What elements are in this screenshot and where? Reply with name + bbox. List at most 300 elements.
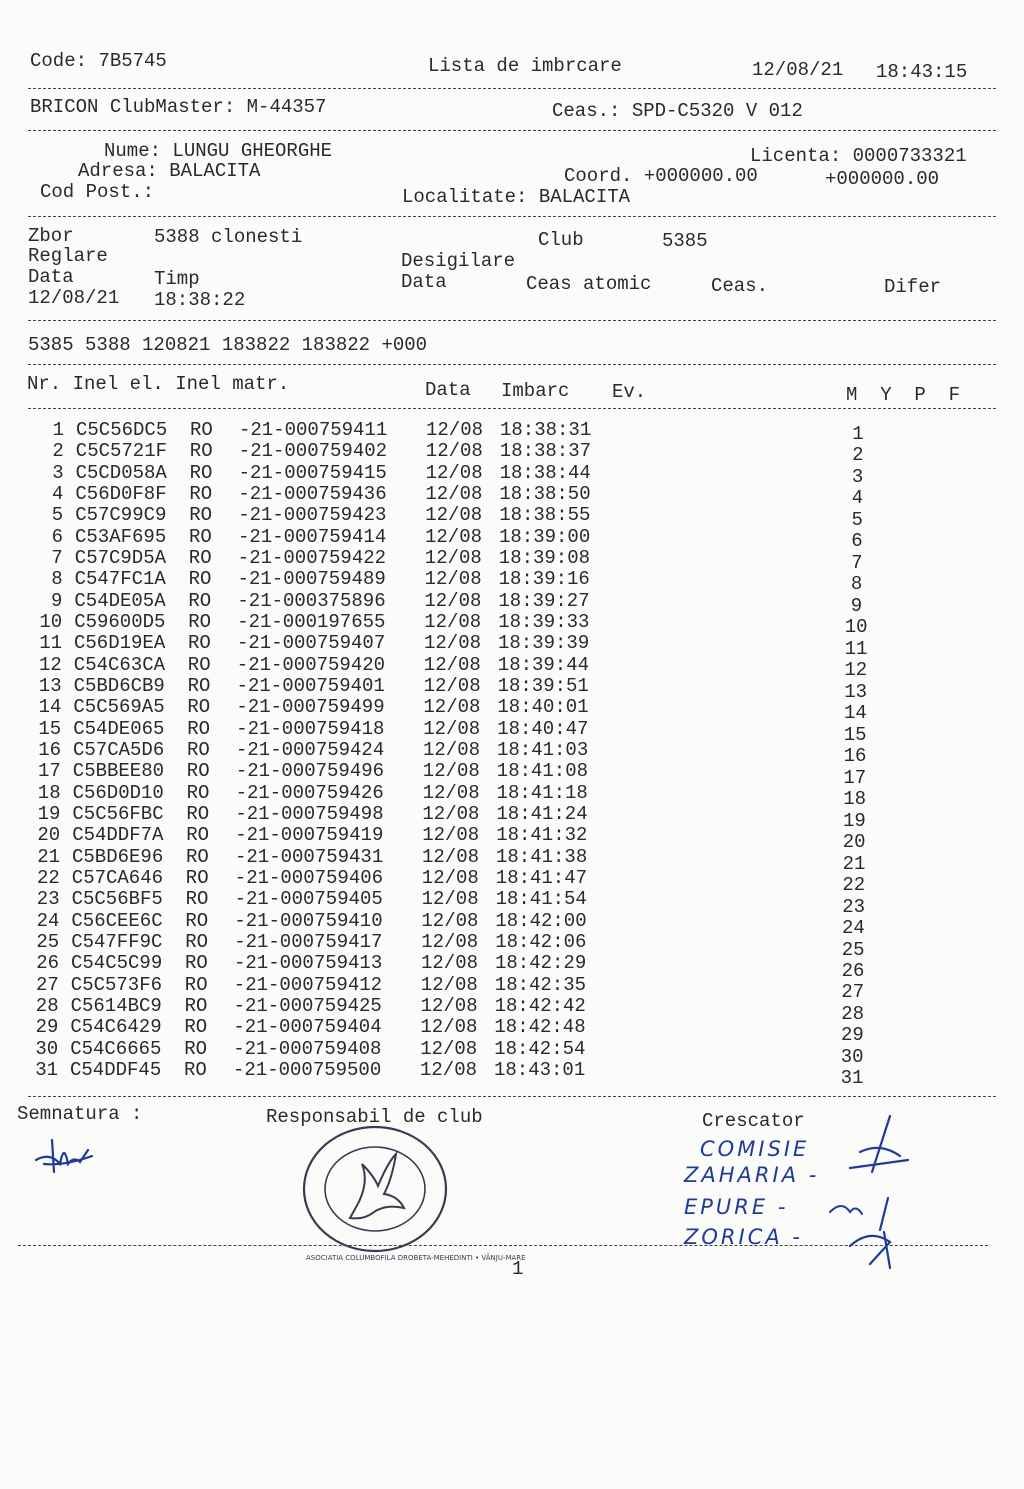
header-imbarc: Imbarc (501, 380, 570, 402)
ring-country: RO (185, 866, 209, 889)
club-stamp-icon (300, 1124, 450, 1254)
arrival-date: 12/08 (422, 781, 480, 804)
row-number: 4 (52, 482, 64, 505)
arrival-time: 18:42:42 (494, 994, 586, 1017)
table-row (0, 738, 1024, 768)
ring-matricol: -21-000759408 (233, 1037, 382, 1060)
ring-matricol: -21-000759498 (235, 802, 384, 825)
ring-country: RO (187, 717, 210, 740)
row-number: 14 (38, 696, 62, 719)
position-m: 26 (841, 960, 865, 982)
position-m: 27 (841, 981, 865, 1004)
ring-electronic: C547FF9C (71, 930, 163, 953)
ring-country: RO (186, 781, 210, 804)
position-m: 25 (841, 938, 865, 961)
ring-matricol: -21-000759424 (236, 738, 385, 761)
arrival-date: 12/08 (420, 1016, 478, 1039)
table-row (0, 440, 1024, 467)
header-ev: Ev. (612, 381, 647, 403)
ring-country: RO (187, 738, 210, 761)
arrival-time: 18:43:01 (494, 1058, 586, 1081)
row-number: 6 (51, 525, 63, 548)
ring-country: RO (188, 546, 212, 569)
table-row (0, 888, 1024, 918)
ring-country: RO (186, 845, 209, 868)
divider (28, 320, 996, 321)
ring-matricol: -21-000759412 (233, 973, 383, 996)
divider (28, 130, 996, 131)
table-row (0, 461, 1024, 488)
ring-country: RO (186, 824, 209, 847)
position-m: 16 (843, 745, 867, 768)
reglare-label: Reglare (28, 245, 108, 267)
print-time: 18:43:15 (876, 61, 968, 83)
position-m: 20 (842, 831, 866, 854)
coord: Coord. +000000.00 (564, 165, 758, 187)
position-m: 19 (842, 809, 866, 832)
ring-electronic: C547FC1A (74, 568, 166, 591)
row-number: 9 (51, 589, 63, 612)
desigilare-label: Desigilare (401, 250, 516, 272)
table-row (0, 589, 1024, 617)
page-number: 1 (512, 1258, 524, 1280)
row-number: 18 (37, 781, 61, 804)
ring-electronic: C57C99C9 (75, 504, 167, 527)
arrival-time: 18:39:00 (499, 525, 591, 548)
ring-matricol: -21-000759401 (236, 674, 385, 697)
ring-matricol: -21-000375896 (237, 589, 386, 612)
ring-country: RO (187, 696, 211, 719)
ring-electronic: C5C573F6 (70, 973, 163, 996)
ring-electronic: C54DDF7A (72, 824, 164, 847)
arrival-date: 12/08 (420, 994, 478, 1017)
position-m: 31 (840, 1067, 864, 1090)
row-number: 26 (36, 952, 59, 975)
table-row (0, 717, 1024, 746)
ring-country: RO (188, 610, 211, 633)
arrival-date: 12/08 (422, 802, 480, 825)
table-row (0, 994, 1024, 1025)
ring-matricol: -21-000759426 (235, 781, 384, 804)
table-row (0, 824, 1024, 854)
crescator-name-4: ZORICA - (684, 1225, 803, 1249)
ring-country: RO (188, 632, 211, 655)
ring-matricol: -21-000759425 (233, 994, 382, 1017)
ring-matricol: -21-000759418 (236, 717, 385, 740)
ring-electronic: C56D0F8F (75, 482, 167, 505)
position-m: 18 (843, 788, 866, 811)
position-m: 3 (851, 465, 864, 488)
ring-country: RO (189, 461, 213, 484)
ring-country: RO (185, 930, 208, 953)
ring-matricol: -21-000759413 (234, 952, 383, 975)
arrival-time: 18:40:01 (497, 696, 589, 719)
ring-electronic: C5C56DC5 (76, 419, 168, 441)
header-mypf: M Y P F (846, 384, 961, 406)
table-row (0, 653, 1024, 682)
arrival-time: 18:38:44 (499, 461, 591, 484)
ring-country: RO (185, 909, 209, 932)
row-number: 16 (38, 738, 61, 761)
ring-electronic: C54C6429 (70, 1016, 162, 1039)
divider (28, 1096, 996, 1097)
ring-country: RO (187, 653, 211, 676)
arrival-time: 18:40:47 (497, 717, 589, 740)
data2-label: Data (401, 271, 447, 293)
divider (28, 88, 996, 89)
ring-country: RO (189, 504, 212, 527)
row-number: 27 (36, 973, 59, 996)
arrival-time: 18:41:47 (495, 866, 588, 889)
divider (28, 216, 996, 217)
ring-electronic: C54C6665 (70, 1037, 162, 1060)
row-number: 3 (52, 461, 64, 484)
club-value: 5385 (662, 230, 708, 252)
ceas: Ceas.: SPD-C5320 V 012 (552, 100, 803, 122)
arrival-date: 12/08 (421, 866, 479, 889)
arrival-date: 12/08 (423, 696, 481, 719)
position-m: 11 (844, 637, 868, 660)
table-row (0, 568, 1024, 596)
ring-electronic: C57CA5D6 (73, 738, 165, 761)
ring-matricol: -21-000759411 (239, 419, 388, 441)
arrival-time: 18:39:33 (498, 610, 590, 633)
ring-matricol: -21-000759417 (234, 930, 383, 953)
arrival-date: 12/08 (423, 738, 481, 761)
arrival-time: 18:42:00 (495, 909, 587, 932)
table-row (0, 1037, 1024, 1068)
zbor-value: 5388 clonesti (154, 226, 303, 248)
ring-electronic: C54C5C99 (71, 952, 163, 975)
ring-matricol: -21-000759415 (238, 461, 387, 484)
position-m: 9 (850, 594, 863, 617)
arrival-date: 12/08 (424, 589, 482, 612)
ring-electronic: C5C569A5 (73, 696, 165, 719)
arrival-time: 18:42:06 (495, 930, 587, 953)
divider (18, 1245, 988, 1246)
table-row (0, 760, 1024, 789)
arrival-date: 12/08 (421, 909, 479, 932)
table-row (0, 419, 1024, 445)
arrival-date: 12/08 (423, 674, 481, 697)
ring-country: RO (189, 440, 213, 463)
position-m: 12 (844, 659, 868, 682)
coord2: +000000.00 (825, 168, 940, 190)
arrival-time: 18:39:51 (497, 674, 589, 697)
table-row (0, 781, 1024, 811)
arrival-date: 12/08 (420, 1058, 478, 1081)
ring-electronic: C54DE065 (73, 717, 165, 740)
data-label: Data (28, 266, 74, 288)
ring-matricol: -21-000759436 (238, 482, 387, 505)
position-m: 4 (851, 487, 864, 510)
ring-country: RO (186, 802, 210, 825)
ring-matricol: -21-000759402 (238, 440, 388, 463)
crescator-name-2: ZAHARIA - (684, 1163, 820, 1187)
ring-electronic: C53AF695 (75, 525, 167, 548)
table-row (0, 610, 1024, 639)
arrival-date: 12/08 (422, 824, 480, 847)
arrival-date: 12/08 (420, 973, 478, 996)
ring-country: RO (184, 1016, 208, 1039)
row-number: 19 (37, 802, 61, 825)
ring-country: RO (188, 568, 212, 591)
ring-matricol: -21-000759500 (233, 1058, 382, 1081)
row-number: 21 (37, 845, 60, 868)
position-m: 30 (840, 1045, 864, 1068)
ring-electronic: C5BD6E96 (72, 845, 164, 868)
table-row (0, 525, 1024, 553)
arrival-time: 18:41:08 (496, 760, 589, 783)
ring-matricol: -21-000759419 (235, 824, 384, 847)
table-row (0, 952, 1024, 982)
arrival-date: 12/08 (425, 525, 483, 548)
table-row (0, 973, 1024, 1004)
position-m: 13 (844, 680, 867, 703)
ring-country: RO (184, 994, 208, 1017)
arrival-date: 12/08 (426, 419, 484, 441)
divider (28, 408, 996, 409)
row-number: 8 (51, 568, 63, 591)
ring-electronic: C5CD058A (75, 461, 167, 484)
crescator-signatures-icon (830, 1112, 920, 1272)
ceas-label: Ceas. (711, 275, 769, 297)
table-row (0, 504, 1024, 531)
arrival-time: 18:42:48 (494, 1016, 586, 1039)
header-nr-inel: Nr. Inel el. Inel matr. (27, 373, 290, 395)
divider (28, 364, 996, 365)
crescator-name-3: EPURE - (684, 1195, 789, 1219)
arrival-date: 12/08 (424, 632, 482, 655)
difer-label: Difer (884, 276, 942, 298)
semnatura-label: Semnatura : (17, 1103, 143, 1125)
arrival-time: 18:38:50 (499, 482, 591, 505)
arrival-time: 18:41:38 (496, 845, 588, 868)
row-number: 30 (35, 1037, 59, 1060)
arrival-time: 18:38:37 (499, 440, 592, 463)
arrival-time: 18:42:35 (494, 973, 587, 996)
arrival-date: 12/08 (423, 653, 481, 676)
position-m: 21 (842, 852, 866, 875)
ring-electronic: C5614BC9 (70, 994, 162, 1017)
ring-country: RO (184, 1037, 207, 1060)
ring-electronic: C5C56FBC (72, 802, 164, 825)
position-m: 10 (844, 616, 868, 639)
ring-country: RO (185, 952, 208, 975)
arrival-date: 12/08 (421, 930, 479, 953)
table-row (0, 632, 1024, 660)
position-m: 8 (850, 573, 863, 596)
arrival-time: 18:38:31 (500, 419, 592, 441)
arrival-time: 18:41:18 (496, 781, 588, 804)
table-row (0, 696, 1024, 725)
arrival-date: 12/08 (422, 760, 480, 783)
arrival-time: 18:41:03 (497, 738, 589, 761)
crescator-label: Crescator (702, 1110, 805, 1132)
code: Code: 7B5745 (30, 50, 167, 72)
ring-matricol: -21-000759404 (233, 1016, 382, 1039)
row-number: 22 (37, 866, 60, 889)
arrival-date: 12/08 (425, 504, 483, 527)
row-number: 12 (39, 653, 62, 676)
ring-matricol: -21-000759431 (235, 845, 384, 868)
arrival-date: 12/08 (424, 546, 482, 569)
row-number: 11 (39, 632, 62, 655)
ring-country: RO (187, 674, 211, 697)
ring-matricol: -21-000759406 (234, 866, 384, 889)
arrival-date: 12/08 (421, 888, 479, 911)
table-row (0, 546, 1024, 574)
ring-matricol: -21-000759489 (237, 568, 386, 591)
stamp-text: ASOCIATIA COLUMBOFILA DROBETA-MEHEDINTI • VÂNJU-MARE (306, 1254, 526, 1262)
ring-matricol: -21-000759407 (237, 632, 386, 655)
owner-name: Nume: LUNGU GHEORGHE (104, 140, 333, 162)
club-label: Club (538, 229, 584, 251)
arrival-time: 18:38:55 (499, 504, 591, 527)
position-m: 23 (842, 895, 865, 918)
arrival-date: 12/08 (422, 845, 480, 868)
reglare-time: 18:38:22 (154, 289, 246, 311)
row-number: 7 (51, 546, 63, 569)
arrival-date: 12/08 (425, 461, 483, 484)
row-number: 28 (35, 994, 59, 1017)
ring-matricol: -21-000759499 (236, 696, 385, 719)
position-m: 29 (840, 1024, 864, 1047)
ring-electronic: C54C63CA (73, 653, 166, 676)
ring-electronic: C57C9D5A (74, 546, 167, 569)
position-m: 5 (851, 508, 863, 531)
licenta: Licenta: 0000733321 (750, 145, 967, 167)
position-m: 1 (852, 423, 864, 445)
signature-left-icon (30, 1130, 100, 1180)
row-number: 29 (35, 1016, 59, 1039)
ring-country: RO (184, 1058, 207, 1081)
row-number: 1 (52, 419, 64, 441)
ring-matricol: -21-000759405 (234, 888, 383, 911)
crescator-name-1: COMISIE (700, 1137, 810, 1161)
arrival-time: 18:39:44 (497, 653, 590, 676)
row-number: 5 (51, 504, 64, 527)
arrival-date: 12/08 (424, 568, 482, 591)
arrival-date: 12/08 (425, 482, 483, 505)
position-m: 6 (851, 530, 863, 553)
cod-post: Cod Post.: (40, 181, 155, 203)
ring-electronic: C59600D5 (74, 610, 166, 633)
ring-matricol: -21-000759496 (235, 760, 385, 783)
row-number: 17 (38, 760, 61, 783)
row-number: 15 (38, 717, 62, 740)
table-row (0, 845, 1024, 875)
owner-address: Adresa: BALACITA (78, 160, 261, 182)
row-number: 20 (37, 824, 61, 847)
position-m: 17 (843, 766, 867, 789)
table-row (0, 482, 1024, 510)
responsabil-label: Responsabil de club (266, 1106, 483, 1128)
ring-electronic: C5C5721F (75, 440, 168, 463)
row-number: 24 (36, 909, 60, 932)
ring-matricol: -21-000759410 (234, 909, 383, 932)
position-m: 28 (841, 1002, 864, 1025)
arrival-time: 18:39:16 (498, 568, 590, 591)
arrival-date: 12/08 (420, 1037, 478, 1060)
position-m: 2 (852, 444, 864, 467)
row-number: 23 (36, 888, 60, 911)
row-number: 13 (38, 674, 62, 697)
arrival-time: 18:42:29 (495, 952, 587, 975)
reglare-date: 12/08/21 (28, 287, 120, 309)
timp-label: Timp (154, 268, 200, 290)
ring-matricol: -21-000759414 (238, 525, 387, 548)
row-number: 2 (52, 440, 64, 463)
row-number: 31 (35, 1058, 58, 1081)
zbor-label: Zbor (28, 225, 74, 247)
ring-electronic: C56D0D10 (72, 781, 164, 804)
table-row (0, 909, 1024, 940)
table-row (0, 1058, 1024, 1090)
row-number: 10 (39, 610, 63, 633)
ring-electronic: C54DE05A (74, 589, 166, 612)
ring-electronic: C56D19EA (74, 632, 166, 655)
header-data: Data (425, 379, 471, 401)
arrival-date: 12/08 (425, 440, 483, 463)
ring-country: RO (186, 760, 210, 783)
arrival-date: 12/08 (423, 717, 481, 740)
ring-electronic: C5BD6CB9 (73, 674, 165, 697)
ring-electronic: C56CEE6C (71, 909, 163, 932)
position-m: 15 (843, 723, 867, 746)
table-row (0, 802, 1024, 832)
table-row (0, 1016, 1024, 1047)
clubmaster: BRICON ClubMaster: M-44357 (30, 96, 327, 118)
ring-electronic: C5C56BF5 (71, 888, 163, 911)
arrival-date: 12/08 (424, 610, 482, 633)
arrival-time: 18:41:54 (495, 888, 587, 911)
arrival-time: 18:41:32 (496, 824, 588, 847)
table-row (0, 674, 1024, 703)
ring-electronic: C57CA646 (71, 866, 164, 889)
position-m: 24 (841, 917, 865, 940)
arrival-time: 18:42:54 (494, 1037, 586, 1060)
localitate: Localitate: BALACITA (402, 186, 631, 208)
position-m: 22 (842, 874, 866, 897)
row-number: 25 (36, 930, 60, 953)
print-date: 12/08/21 (752, 59, 844, 81)
ring-matricol: -21-000759423 (238, 504, 387, 527)
ring-electronic: C5BBEE80 (72, 760, 165, 783)
ring-electronic: C54DDF45 (70, 1058, 162, 1081)
position-m: 7 (851, 551, 863, 574)
table-row (0, 930, 1024, 961)
document-title: Lista de imbrcare (428, 55, 622, 77)
ring-country: RO (188, 589, 212, 612)
ring-country: RO (189, 482, 213, 505)
table-row (0, 866, 1024, 897)
arrival-time: 18:39:39 (498, 632, 590, 655)
ring-matricol: -21-000759422 (237, 546, 387, 569)
ring-matricol: -21-000759420 (236, 653, 386, 676)
ring-country: RO (190, 419, 213, 441)
ring-matricol: -21-000197655 (237, 610, 386, 633)
ring-country: RO (184, 973, 208, 996)
arrival-time: 18:41:24 (496, 802, 588, 825)
arrival-time: 18:39:27 (498, 589, 590, 612)
ring-country: RO (185, 888, 209, 911)
arrival-time: 18:39:08 (498, 546, 591, 569)
flight-summary: 5385 5388 120821 183822 183822 +000 (28, 334, 428, 356)
ring-country: RO (189, 525, 212, 548)
position-m: 14 (843, 702, 867, 725)
ceas-atomic-label: Ceas atomic (526, 273, 652, 295)
